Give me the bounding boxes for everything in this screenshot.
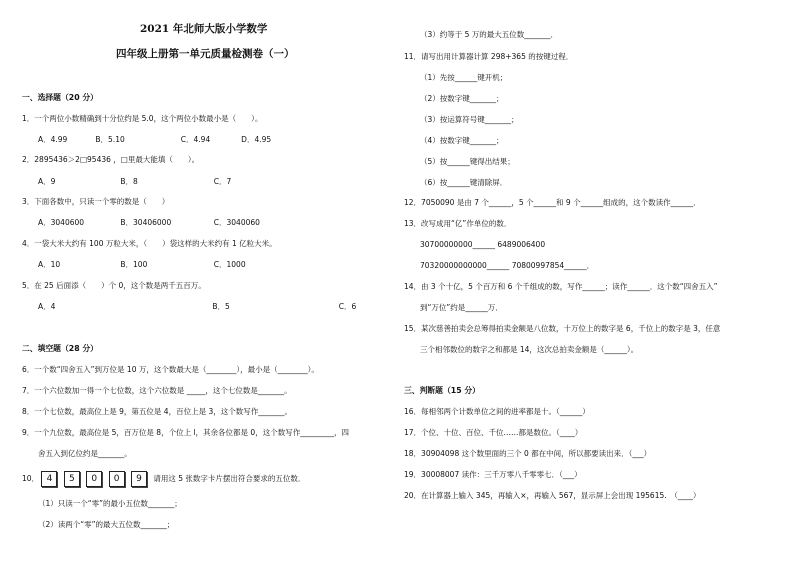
question-18: 18．30904098 这个数里面的三个 0 都在中间，所以都要读出来．（___） [404,449,652,458]
question-1: 1．一个两位小数精确到十分位约是 5.0，这个两位小数最小是（ ）。 [22,114,263,123]
question-11-step5: （5）按______键得出结果； [420,157,515,166]
question-11-step2: （2）按数字键_______； [420,94,504,103]
question-10-part2: （2）读两个“零”的最大五位数_______； [38,520,175,529]
question-12: 12．7050090 是由 7 个______，5 个______和 9 个______组成的，这个数读作______． [404,198,701,207]
option-a: A．3040600 [38,218,85,227]
digit-card: 5 [64,471,80,487]
question-7: 7．一个六位数加一得一个七位数，这个六位数是 _____，这个七位数是_______。 [22,386,292,395]
question-13-row2: 70320000000000______ 70800997854______． [420,261,595,270]
option-b: B．5 [212,302,230,311]
option-c: C．1000 [213,260,246,269]
question-6: 6．一个数“四舍五入”到万位是 10 万，这个数最大是（________），最小是（________）。 [22,365,319,374]
question-15-line1: 15．某次慈善拍卖会总筹得拍卖金额是八位数，十万位上的数字是 6，千位上的数字是 3，任意 [404,324,721,333]
question-13: 13．改写成用“亿”作单位的数． [404,219,512,228]
question-5: 5．在 25 后面添（ ）个 0，这个数是两千五百万。 [22,281,206,290]
question-15-line2: 三个相邻数位的数字之和都是 14，这次总拍卖金额是（______）。 [420,345,639,354]
page-title-line2: 四年级上册第一单元质量检测卷（一） [116,48,295,60]
question-11-step1: （1）先按______键开机； [420,73,508,82]
question-14-line1: 14．由 3 个十亿，5 个百万和 6 个千组成的数，写作______；读作______．这个数“四舍五入” [404,282,718,291]
question-5-options [38,302,356,312]
question-11-step3: （3）按运算符号键_______； [420,115,519,124]
option-b: B．30406000 [120,218,172,227]
question-2-options [38,177,231,187]
question-20: 20．在计算器上输入 345，再输入×，再输入 567，显示屏上会出现 195615. （____） [404,491,701,500]
digit-card: 0 [86,471,102,487]
option-a: A．4.99 [38,135,68,144]
digit-card: 4 [41,471,57,487]
question-10 [22,471,305,487]
option-c: C．6 [338,302,357,311]
section-judge-heading: 三、判断题（15 分） [404,386,480,395]
option-d: D．4.95 [241,135,272,144]
question-9-line1: 9．一个九位数，最高位是 5，百万位是 8，个位上 l，其余各位都是 0，这个数写作_________，四 [22,428,349,437]
question-16: 16．每相邻两个计数单位之间的进率都是十。（______） [404,407,590,416]
question-10-part3: （3）约等于 5 万的最大五位数_______． [420,30,559,39]
question-3: 3．下面各数中，只读一个零的数是（ ） [22,197,170,206]
option-c: C．4.94 [180,135,211,144]
page-title-line1: 2021 年北师大版小学数学 [140,23,268,35]
option-c: C．7 [213,177,232,186]
option-b: B．5.10 [95,135,125,144]
question-14-line2: 到“万位”约是______万． [420,303,503,312]
question-11-step4: （4）按数字键_______； [420,136,504,145]
option-a: A．4 [38,302,56,311]
question-13-row1: 30700000000______ 6489006400 [420,240,546,249]
section-choice-heading: 一、选择题（20 分） [22,93,98,102]
question-8: 8．一个七位数，最高位上是 9，第五位是 4，百位上是 3，这个数写作_______。 [22,407,292,416]
question-17: 17．个位、十位、百位、千位……都是数位。（____） [404,428,583,437]
section-fill-heading: 二、填空题（28 分） [22,344,98,353]
digit-card: 0 [109,471,125,487]
question-4: 4．一袋大米大约有 100 万粒大米，（ ）袋这样的大米约有 1 亿粒大米。 [22,239,277,248]
question-19: 19．30008007 读作：三千万零八千零零七．（___） [404,470,582,479]
option-b: B．8 [120,177,138,186]
question-4-options [38,260,246,270]
question-11: 11．请写出用计算器计算 298+365 的按键过程． [404,52,574,61]
question-3-options [38,218,260,228]
question-11-step6: （6）按______键清除屏． [420,178,508,187]
option-a: A．9 [38,177,56,186]
question-9-line2: 舍五入到亿位约是_______。 [38,449,132,458]
question-10-number: 10． [22,474,40,483]
digit-card: 9 [131,471,147,487]
question-2: 2．2895436＞2□95436 ，□里最大能填（ ）。 [22,155,200,164]
question-10-text: 请用这 5 张数字卡片摆出符合要求的五位数． [153,474,306,483]
option-a: A．10 [38,260,61,269]
option-c: C．3040060 [213,218,260,227]
question-10-part1: （1）只读一个“零”的最小五位数_______； [38,499,182,508]
option-b: B．100 [120,260,148,269]
question-1-options [38,135,271,145]
